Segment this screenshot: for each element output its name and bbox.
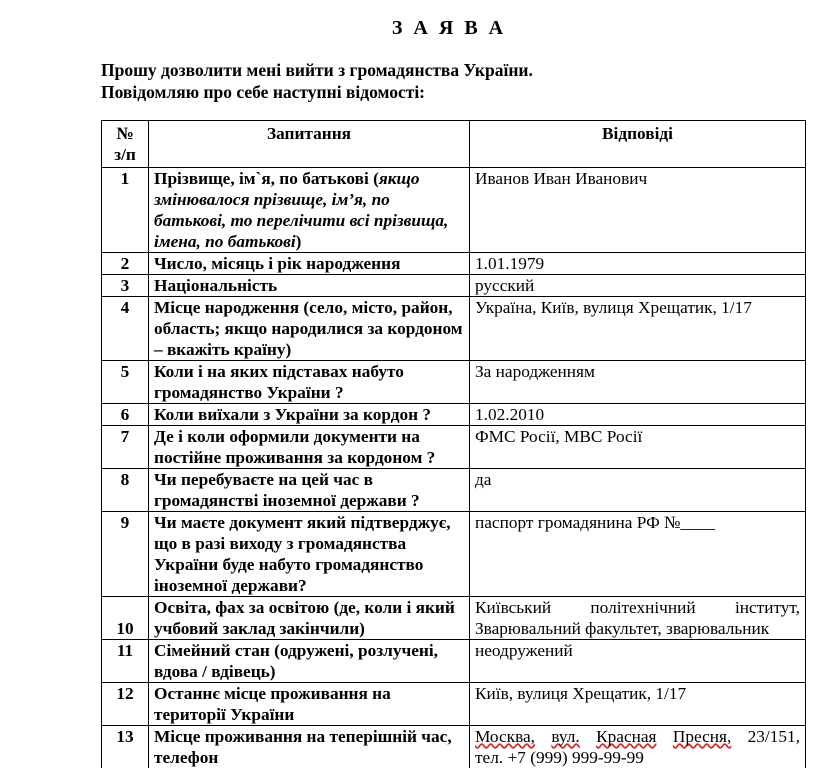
table-row [102,361,806,404]
answer-line: Москва, вул. Красная Пресня, 23/151, [475,727,800,746]
row-number: 10 [102,597,149,640]
question-cell: Коли виїхали з України за кордон ? [149,404,470,426]
answer-line: Київський політехнічний інститут, [475,598,800,617]
answer-cell: 1.01.1979 [470,253,806,275]
question-cell: Чи перебуваєте на цей час в громадянстві іноземної держави ? [149,469,470,512]
table-row [102,512,806,597]
table-row [102,469,806,512]
table-row [102,426,806,469]
answer-cell: За народженням [470,361,806,404]
table-row [102,297,806,361]
row-number: 8 [102,469,149,512]
answer-line: тел. +7 (999) 999-99-99 [475,748,644,767]
answer-cell: ФМС Росії, МВС Росії [470,426,806,469]
question-cell: Число, місяць і рік народження [149,253,470,275]
answer-cell: неодружений [470,640,806,683]
question-cell: Прізвище, ім`я, по батькові (якщо змінювалося прізвище, ім’я, по батькові, то перелічити всі прізвища, імена, по батькові) [149,168,470,253]
row-number: 4 [102,297,149,361]
row-number: 6 [102,404,149,426]
question-cell: Коли і на яких підставах набуто громадянство України ? [149,361,470,404]
question-cell: Місце народження (село, місто, район, область; якщо народилися за кордоном – вкажіть країну) [149,297,470,361]
row-number: 5 [102,361,149,404]
question-cell: Сімейний стан (одружені, розлучені, вдова / вдівець) [149,640,470,683]
answer-cell: русский [470,275,806,297]
question-cell: Національність [149,275,470,297]
answer-cell: Київ, вулиця Хрещатик, 1/17 [470,683,806,726]
answer-cell [470,726,806,768]
table-row [102,275,806,297]
question-cell: Останнє місце проживання на території України [149,683,470,726]
table-row [102,253,806,275]
answer-cell: Иванов Иван Иванович [470,168,806,253]
question-column-header: Запитання [149,121,470,168]
intro-info-line: Повідомляю про себе наступні відомості: [101,82,426,102]
row-number: 12 [102,683,149,726]
table-row [102,168,806,253]
row-number: 13 [102,726,149,768]
row-number: 3 [102,275,149,297]
row-number: 9 [102,512,149,597]
row-number: 2 [102,253,149,275]
intro-request-line: Прошу дозволити мені вийти з громадянства України. [101,60,533,80]
answer-cell: да [470,469,806,512]
answer-cell: паспорт громадянина РФ №____ [470,512,806,597]
question-cell: Де і коли оформили документи на постійне проживання за кордоном ? [149,426,470,469]
document-title: З А Я В А [391,17,507,39]
question-cell: Чи маєте документ який підтверджує, що в разі виходу з громадянства України буде набуто громадянство іноземної держави? [149,512,470,597]
question-note: якщо змінювалося прізвище, ім’я, по батькові, то перелічити всі прізвища, імена, по батькові [154,169,449,251]
table-row [102,726,806,768]
question-cell: Місце проживання на теперішній час, телефон [149,726,470,768]
row-number: 7 [102,426,149,469]
intro-paragraph [101,59,801,103]
answer-column-header: Відповіді [470,121,806,168]
answer-cell [470,597,806,640]
table-header-row [102,121,806,168]
row-number: 1 [102,168,149,253]
table-row [102,404,806,426]
number-column-header: № з/п [102,121,149,168]
row-number: 11 [102,640,149,683]
table-row [102,597,806,640]
answer-cell: 1.02.2010 [470,404,806,426]
answer-line: Зварювальний факультет, зварювальник [475,619,770,638]
table-row [102,640,806,683]
question-cell: Освіта, фах за освітою (де, коли і який учбовий заклад закінчили) [149,597,470,640]
table-row [102,683,806,726]
application-form-table [101,120,806,768]
answer-cell: Україна, Київ, вулиця Хрещатик, 1/17 [470,297,806,361]
